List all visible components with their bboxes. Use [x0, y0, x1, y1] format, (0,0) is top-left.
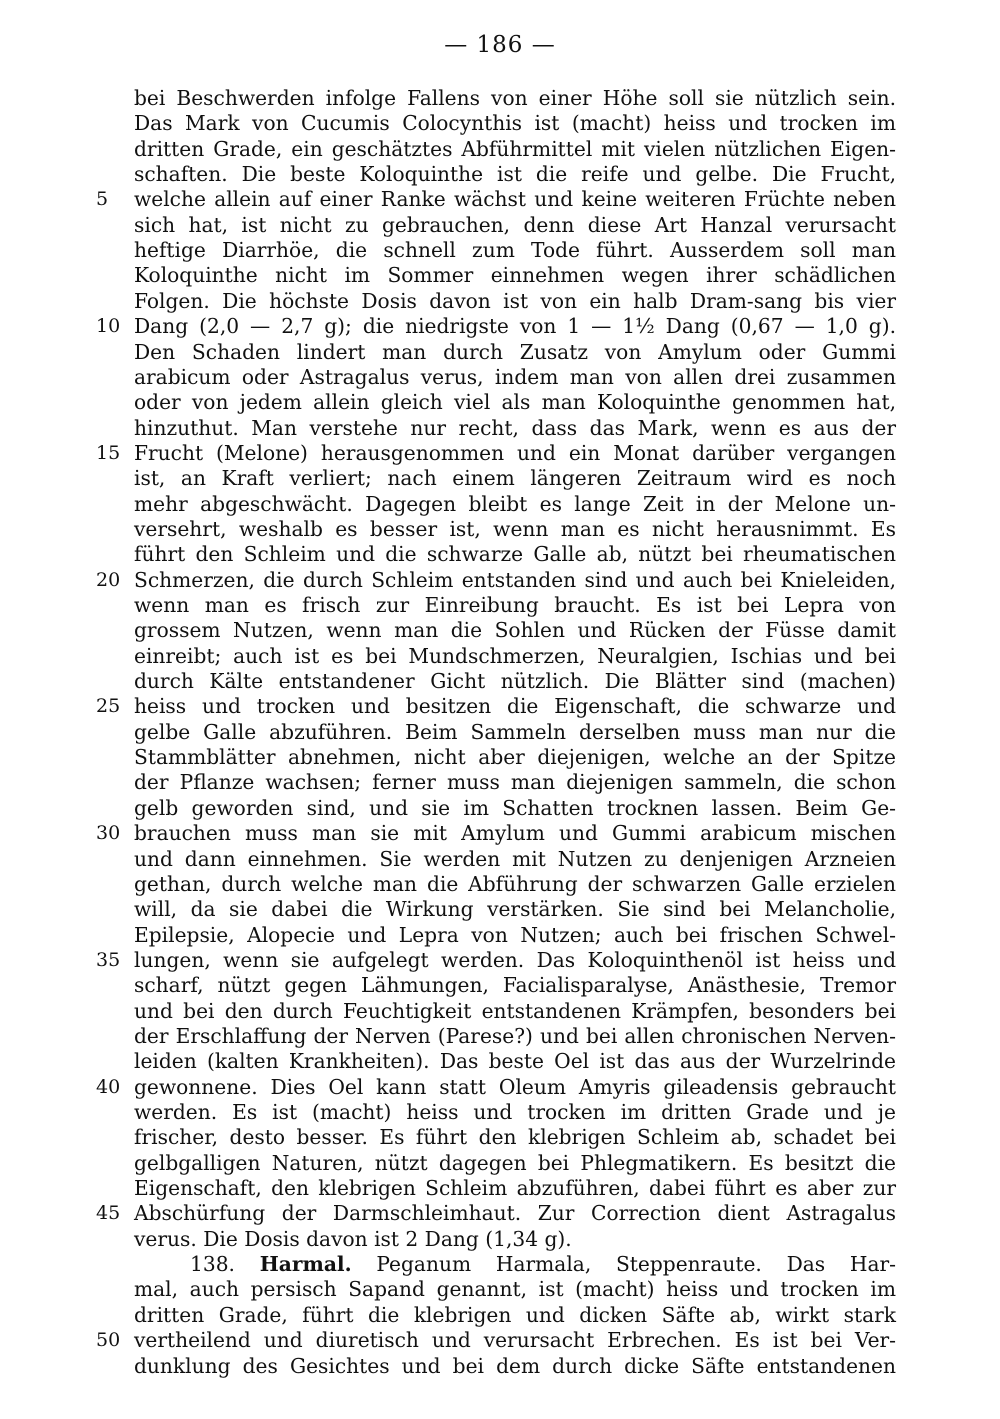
- line-text: dunklung des Gesichtes und bei dem durch dicke Säfte entstandenen: [134, 1353, 896, 1378]
- line-text: dritten Grade, führt die klebrigen und dicken Säfte ab, wirkt stark: [134, 1302, 896, 1327]
- entry-title: Harmal.: [259, 1252, 352, 1277]
- line-text: leiden (kalten Krankheiten). Das beste Oel ist das aus der Wurzelrinde: [134, 1049, 896, 1074]
- line-text: Stammblätter abnehmen, nicht aber diejenigen, welche an der Spitze: [134, 745, 896, 770]
- text-line: [0, 820, 1000, 846]
- line-text: Das Mark von Cucumis Colocynthis ist (macht) heiss und trocken im: [134, 111, 896, 136]
- line-number: 20: [96, 568, 121, 591]
- text-line: [0, 1200, 1000, 1226]
- line-text: schaften. Die beste Koloquinthe ist die reife und gelbe. Die Frucht,: [134, 162, 896, 187]
- text-line: [0, 313, 1000, 339]
- line-text: grossem Nutzen, wenn man die Sohlen und Rücken der Füsse damit: [134, 618, 896, 643]
- line-text: heftige Diarrhöe, die schnell zum Tode führt. Ausserdem soll man: [134, 238, 896, 263]
- text-line: [0, 1251, 1000, 1277]
- line-text: will, da sie dabei die Wirkung verstärken. Sie sind bei Melancholie,: [134, 897, 896, 922]
- line-text: und bei den durch Feuchtigkeit entstandenen Krämpfen, besonders bei: [134, 998, 896, 1023]
- text-line: [0, 1276, 1000, 1302]
- line-text: gewonnene. Dies Oel kann statt Oleum Amyris gileadensis gebraucht: [134, 1074, 896, 1099]
- text-line: [0, 1124, 1000, 1150]
- text-line: [0, 110, 1000, 136]
- line-text: gelbe Galle abzuführen. Beim Sammeln derselben muss man nur die: [134, 719, 896, 744]
- text-line: [0, 389, 1000, 415]
- line-text: oder von jedem allein gleich viel als man Koloquinthe genommen hat,: [134, 390, 896, 415]
- line-text: bei Beschwerden infolge Fallens von einer Höhe soll sie nützlich sein.: [134, 86, 896, 110]
- line-number: 10: [96, 315, 121, 338]
- text-line: [0, 871, 1000, 897]
- line-text: Eigenschaft, den klebrigen Schleim abzuführen, dabei führt es aber zur: [134, 1176, 896, 1201]
- line-text: Folgen. Die höchste Dosis davon ist von ein halb Dram-sang bis vier: [134, 288, 896, 313]
- line-number: 35: [96, 948, 121, 971]
- text-line: [0, 465, 1000, 491]
- line-text: arabicum oder Astragalus verus, indem man von allen drei zusammen: [134, 364, 896, 389]
- text-line: [0, 136, 1000, 162]
- text-line: [0, 288, 1000, 314]
- line-text: dritten Grade, ein geschätztes Abführmittel mit vielen nützlichen Eigen-: [134, 136, 896, 161]
- text-line: [0, 1150, 1000, 1176]
- text-line: [0, 1048, 1000, 1074]
- text-line: [0, 85, 1000, 111]
- text-line: [0, 262, 1000, 288]
- line-text: Den Schaden lindert man durch Zusatz von Amylum oder Gummi: [134, 339, 896, 364]
- line-text: hinzuthut. Man verstehe nur recht, dass das Mark, wenn es aus der: [134, 415, 896, 440]
- line-text: und dann einnehmen. Sie werden mit Nutzen zu denjenigen Arzneien: [134, 846, 896, 871]
- text-line: [0, 237, 1000, 263]
- line-text: einreibt; auch ist es bei Mundschmerzen, Neuralgien, Ischias und bei: [134, 643, 896, 668]
- text-line: [0, 1226, 1000, 1252]
- line-text: Schmerzen, die durch Schleim entstanden sind und auch bei Knieleiden,: [134, 567, 896, 592]
- line-number: 5: [96, 188, 109, 211]
- text-line: [0, 491, 1000, 517]
- text-line: [0, 947, 1000, 973]
- line-text: verus. Die Dosis davon ist 2 Dang (1,34 g).: [134, 1226, 572, 1251]
- text-line: [0, 339, 1000, 365]
- line-number: 15: [96, 441, 121, 464]
- line-text: gelb geworden sind, und sie im Schatten trocknen lassen. Beim Ge-: [134, 795, 896, 820]
- text-line: [0, 415, 1000, 441]
- line-text: Epilepsie, Alopecie und Lepra von Nutzen; auch bei frischen Schwel-: [134, 922, 896, 947]
- text-line: [0, 1175, 1000, 1201]
- text-line: [0, 693, 1000, 719]
- line-text: lungen, wenn sie aufgelegt werden. Das Koloquinthenöl ist heiss und: [134, 947, 896, 972]
- line-text: mal, auch persisch Sapand genannt, ist (macht) heiss und trocken im: [134, 1277, 896, 1302]
- line-text: Abschürfung der Darmschleimhaut. Zur Correction dient Astragalus: [134, 1201, 896, 1226]
- line-text: durch Kälte entstandener Gicht nützlich. Die Blätter sind (machen): [134, 669, 896, 694]
- line-text: vertheilend und diuretisch und verursacht Erbrechen. Es ist bei Ver-: [134, 1328, 896, 1353]
- line-number: 40: [96, 1075, 121, 1098]
- text-line: [0, 516, 1000, 542]
- entry-heading-text: Peganum Harmala, Steppenraute. Das Har-: [351, 1252, 896, 1277]
- text-line: [0, 922, 1000, 948]
- text-line: [0, 998, 1000, 1024]
- text-line: [0, 1074, 1000, 1100]
- text-line: [0, 1023, 1000, 1049]
- text-line: [0, 1099, 1000, 1125]
- text-line: [0, 161, 1000, 187]
- line-text: frischer, desto besser. Es führt den klebrigen Schleim ab, schadet bei: [134, 1125, 896, 1150]
- line-text: gelbgalligen Naturen, nützt dagegen bei Phlegmatikern. Es besitzt die: [134, 1150, 896, 1175]
- text-line: [0, 440, 1000, 466]
- text-line: [0, 1353, 1000, 1379]
- text-line: [0, 617, 1000, 643]
- text-line: [0, 972, 1000, 998]
- line-text: wenn man es frisch zur Einreibung braucht. Es ist bei Lepra von: [134, 593, 896, 617]
- line-text: welche allein auf einer Ranke wächst und keine weiteren Früchte neben: [134, 187, 896, 212]
- line-text: werden. Es ist (macht) heiss und trocken im dritten Grade und je: [134, 1100, 896, 1124]
- text-line: [0, 896, 1000, 922]
- text-line: [0, 795, 1000, 821]
- line-text: mehr abgeschwächt. Dagegen bleibt es lange Zeit in der Melone un-: [134, 491, 896, 516]
- text-line: [0, 541, 1000, 567]
- line-number: 25: [96, 695, 121, 718]
- line-text: Koloquinthe nicht im Sommer einnehmen wegen ihrer schädlichen: [134, 263, 896, 288]
- line-text: [190, 1251, 896, 1277]
- line-text: brauchen muss man sie mit Amylum und Gummi arabicum mischen: [134, 821, 896, 846]
- text-line: [0, 567, 1000, 593]
- line-text: gethan, durch welche man die Abführung der schwarzen Galle erzielen: [134, 871, 896, 896]
- text-line: [0, 846, 1000, 872]
- line-text: Dang (2,0 — 2,7 g); die niedrigste von 1 — 1½ Dang (0,67 — 1,0 g).: [134, 314, 896, 339]
- text-line: [0, 364, 1000, 390]
- text-line: [0, 186, 1000, 212]
- line-number: 45: [96, 1202, 121, 1225]
- text-line: [0, 643, 1000, 669]
- line-text: Frucht (Melone) herausgenommen und ein Monat darüber vergangen: [134, 440, 896, 465]
- text-line: [0, 592, 1000, 618]
- text-line: [0, 212, 1000, 238]
- line-text: der Erschlaffung der Nerven (Parese?) und bei allen chronischen Nerven-: [134, 1023, 896, 1048]
- line-number: 50: [96, 1329, 121, 1352]
- line-text: der Pflanze wachsen; ferner muss man diejenigen sammeln, die schon: [134, 770, 896, 795]
- line-text: führt den Schleim und die schwarze Galle ab, nützt bei rheumatischen: [134, 542, 896, 567]
- text-line: [0, 719, 1000, 745]
- line-text: ist, an Kraft verliert; nach einem längeren Zeitraum wird es noch: [134, 466, 896, 491]
- text-line: [0, 1327, 1000, 1353]
- line-text: scharf, nützt gegen Lähmungen, Facialisparalyse, Anästhesie, Tremor: [134, 973, 896, 998]
- page-number: — 186 —: [444, 32, 556, 58]
- text-line: [0, 744, 1000, 770]
- text-line: [0, 769, 1000, 795]
- line-text: heiss und trocken und besitzen die Eigenschaft, die schwarze und: [134, 694, 896, 719]
- line-text: sich hat, ist nicht zu gebrauchen, denn diese Art Hanzal verursacht: [134, 212, 896, 237]
- entry-number: 138.: [190, 1252, 260, 1277]
- text-line: [0, 1302, 1000, 1328]
- line-text: versehrt, weshalb es besser ist, wenn man es nicht herausnimmt. Es: [134, 516, 896, 541]
- text-line: [0, 668, 1000, 694]
- line-number: 30: [96, 822, 121, 845]
